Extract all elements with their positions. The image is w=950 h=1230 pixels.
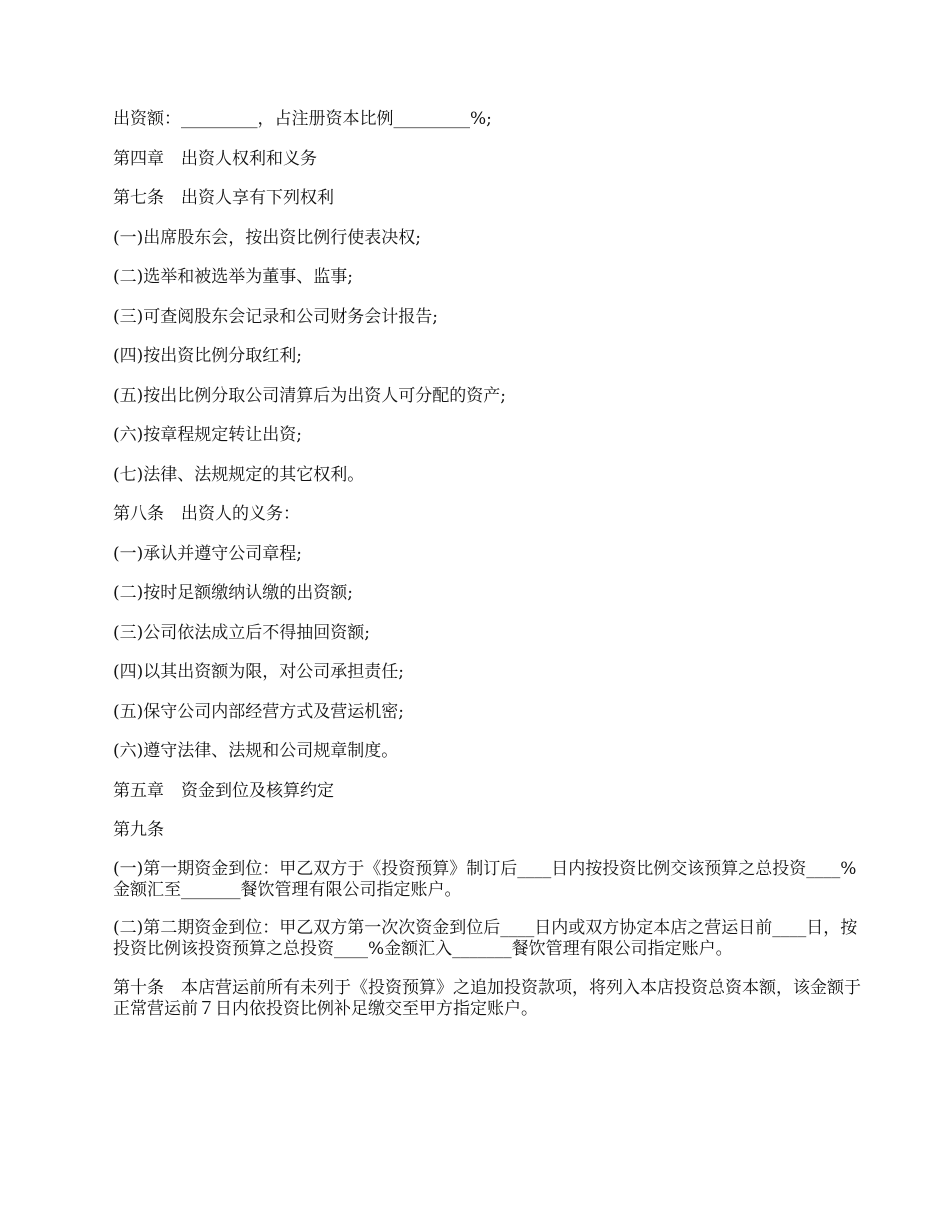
right-item-6: (六)按章程规定转让出资; (113, 425, 302, 445)
article-8-heading: 第八条 出资人的义务： (113, 504, 300, 524)
right-item-3: (三)可查阅股东会记录和公司财务会计报告; (113, 306, 438, 327)
duty-item-4: (四)以其出资额为限，对公司承担责任; (113, 662, 404, 682)
right-item-7: (七)法律、法规规定的其它权利。 (113, 464, 365, 485)
duty-item-1: (一)承认并遵守公司章程; (113, 543, 302, 564)
duty-item-5: (五)保守公司内部经营方式及营运机密; (113, 701, 404, 722)
chapter-5-heading: 第五章 资金到位及核算约定 (113, 780, 334, 801)
right-item-2: (二)选举和被选举为董事、监事; (113, 267, 353, 287)
right-item-5: (五)按出比例分取公司清算后为出资人可分配的资产; (113, 385, 506, 406)
capital-contribution-line: 出资额：_________，占注册资本比例_________%; (113, 109, 492, 129)
duty-item-3: (三)公司依法成立后不得抽回资额; (113, 622, 370, 643)
right-item-4: (四)按出资比例分取红利; (113, 346, 302, 366)
article-9-heading: 第九条 (113, 820, 164, 840)
article-10-text: 第十条 本店营运前所有未列于《投资预算》之追加投资款项，将列入本店投资总资本额，该金额于正常营运前７日内依投资比例补足缴交至甲方指定账户。 (113, 977, 861, 1019)
duty-item-6: (六)遵守法律、法规和公司规章制度。 (113, 741, 399, 761)
right-item-1: (一)出席股东会，按出资比例行使表决权; (113, 227, 421, 248)
funding-phase-2: (二)第二期资金到位：甲乙双方第一次次资金到位后____日内或双方协定本店之营运日前____日，按投资比例该投资预算之总投资____%金额汇入_______餐饮管理有限公司指定账户。 (113, 918, 858, 959)
funding-phase-1: (一)第一期资金到位：甲乙双方于《投资预算》制订后____日内按投资比例交该预算之总投资____%金额汇至_______餐饮管理有限公司指定账户。 (113, 858, 857, 900)
article-7-heading: 第七条 出资人享有下列权利 (113, 188, 334, 208)
document-page (113, 108, 863, 1037)
chapter-4-heading: 第四章 出资人权利和义务 (113, 148, 317, 169)
duty-item-2: (二)按时足额缴纳认缴的出资额; (113, 583, 353, 603)
